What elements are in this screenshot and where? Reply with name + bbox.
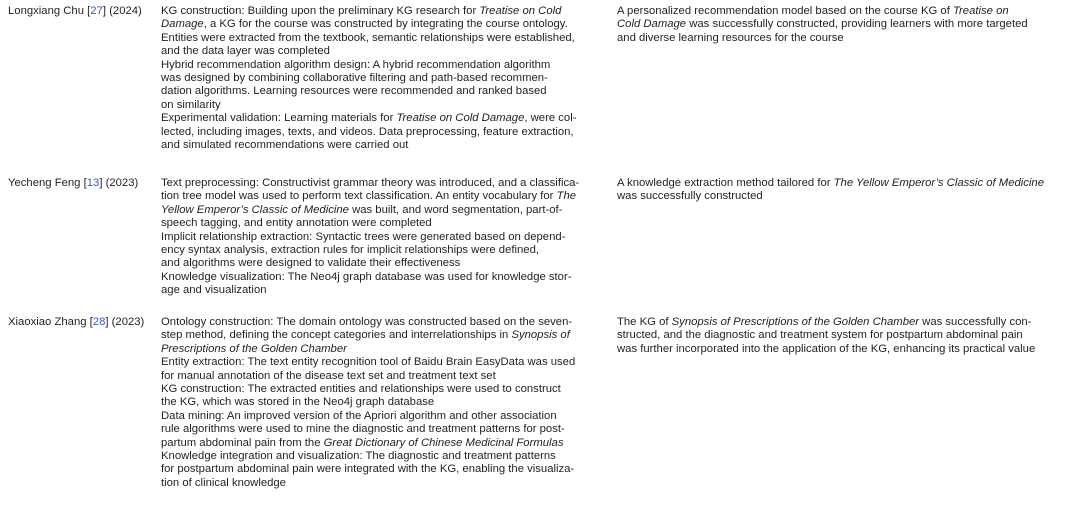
year: (2023) — [105, 177, 139, 189]
text-line: for postpartum abdominal pain were integrated with the KG, enabling the visualiza- — [161, 463, 575, 476]
text-line: and the data layer was completed — [161, 45, 330, 58]
text-line: age and visualization — [161, 284, 267, 297]
text-line: ency syntax analysis, extraction rules for implicit relationships were defined, — [161, 244, 539, 257]
text-line: for manual annotation of the disease text set and treatment text set — [161, 369, 496, 382]
text-line — [161, 343, 609, 356]
italic-title: Damage — [161, 18, 204, 31]
text-line: A personalized recommendation model based on the course KG of Treatise on — [617, 5, 1009, 17]
citation-link[interactable]: 13 — [86, 177, 100, 189]
year: (2023) — [111, 316, 145, 328]
text-line: and algorithms were designed to validate their effectiveness — [161, 257, 461, 270]
text-line: dation algorithms. Learning resources were recommended and ranked based — [161, 85, 547, 98]
text-line: tion of clinical knowledge — [161, 476, 286, 489]
text-line: lected, including images, texts, and videos. Data preprocessing, feature extraction, — [161, 125, 574, 138]
text-line: Hybrid recommendation algorithm design: A hybrid recommendation algorithm — [161, 58, 551, 71]
text-line: speech tagging, and entity annotation were completed — [161, 217, 432, 230]
text-line: KG construction: The extracted entities and relationships were used to construct — [161, 383, 561, 396]
italic-title: Prescriptions of the Golden Chamber — [161, 342, 347, 355]
text-line: KG construction: Building upon the preliminary KG research for Treatise on Cold — [161, 5, 562, 17]
author-name: Longxiang Chu — [8, 5, 85, 17]
italic-title: The — [556, 190, 577, 203]
citation-link[interactable]: 27 — [90, 5, 103, 17]
citation-link[interactable]: 28 — [92, 316, 106, 328]
text-line: Implicit relationship extraction: Syntactic trees were generated based on depend- — [161, 230, 566, 243]
text-line: was designed by combining collaborative filtering and path-based recommen- — [161, 72, 548, 85]
author-cell: Longxiang Chu [27] (2024) — [8, 5, 142, 17]
text-line: Knowledge visualization: The Neo4j graph database was used for knowledge stor- — [161, 270, 572, 283]
text-line: Cold Damage was successfully constructed, providing learners with more targeted — [617, 18, 1028, 31]
text-line: Damage, a KG for the course was constructed by integrating the course ontology. — [161, 18, 568, 31]
outcome-cell — [617, 177, 1072, 204]
text-line: the KG, which was stored in the Neo4j graph database — [161, 396, 435, 409]
italic-title: Great Dictionary of Chinese Medicinal Formulas — [323, 436, 564, 449]
method-cell — [161, 177, 609, 298]
text-line: was successfully constructed — [617, 190, 763, 203]
italic-title: Synopsis of Prescriptions of the Golden Chamber — [671, 316, 920, 328]
text-line: Entity extraction: The text entity recognition tool of Baidu Brain EasyData was used — [161, 356, 576, 369]
italic-title: Cold Damage — [617, 18, 687, 31]
italic-title: Yellow Emperor’s Classic of Medicine — [161, 203, 349, 216]
text-line: Experimental validation: Learning materials for Treatise on Cold Damage, were col- — [161, 112, 577, 125]
author-cell: Xiaoxiao Zhang [28] (2023) — [8, 316, 145, 328]
italic-title: Treatise on Cold Damage — [396, 112, 525, 125]
text-line: A knowledge extraction method tailored for The Yellow Emperor’s Classic of Medicine — [617, 177, 1044, 189]
italic-title: The Yellow Emperor’s Classic of Medicine — [833, 177, 1044, 189]
text-line: Data mining: An improved version of the Apriori algorithm and other association — [161, 409, 557, 422]
text-line: on similarity — [161, 98, 221, 111]
text-line: structed, and the diagnostic and treatment system for postpartum abdominal pain — [617, 329, 1023, 342]
text-line: The KG of Synopsis of Prescriptions of the Golden Chamber was successfully con- — [617, 316, 1032, 328]
text-line: tion tree model was used to perform text classification. An entity vocabulary for The — [161, 190, 577, 203]
text-line: and diverse learning resources for the course — [617, 31, 844, 44]
text-line: Knowledge integration and visualization: The diagnostic and treatment patterns — [161, 450, 556, 463]
outcome-cell — [617, 316, 1072, 356]
italic-title: Treatise on — [952, 5, 1009, 17]
author-name: Xiaoxiao Zhang — [8, 316, 87, 328]
text-line: rule algorithms were used to mine the diagnostic and treatment patterns for post- — [161, 423, 565, 436]
text-line: partum abdominal pain from the Great Dictionary of Chinese Medicinal Formulas — [161, 436, 564, 449]
outcome-cell — [617, 5, 1072, 45]
year: (2024) — [109, 5, 142, 17]
author-cell: Yecheng Feng [13] (2023) — [8, 177, 139, 189]
text-line: Yellow Emperor’s Classic of Medicine was built, and word segmentation, part-of- — [161, 203, 563, 216]
method-cell — [161, 5, 609, 152]
text-line: Ontology construction: The domain ontology was constructed based on the seven- — [161, 316, 573, 328]
text-line: step method, defining the concept categories and interrelationships in Synopsis of — [161, 329, 570, 342]
italic-title: Synopsis of — [511, 329, 570, 342]
method-cell — [161, 316, 609, 490]
text-line: and simulated recommendations were carried out — [161, 139, 409, 152]
author-name: Yecheng Feng — [8, 177, 81, 189]
text-line: Text preprocessing: Constructivist grammar theory was introduced, and a classifica- — [161, 177, 580, 189]
italic-title: Treatise on Cold — [479, 5, 562, 17]
text-line: Entities were extracted from the textbook, semantic relationships were established, — [161, 31, 575, 44]
text-line: was further incorporated into the application of the KG, enhancing its practical value — [617, 342, 1036, 355]
